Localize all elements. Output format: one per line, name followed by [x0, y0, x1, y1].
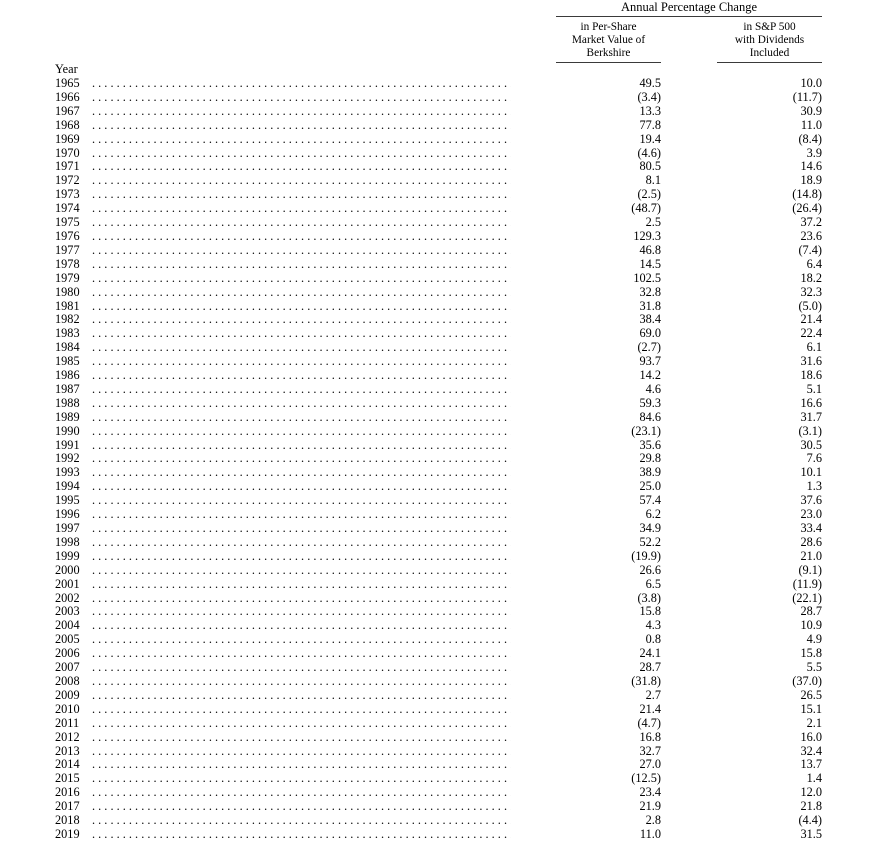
table-row — [0, 272, 883, 286]
cell-sp500-change: 18.6 — [800, 368, 822, 383]
cell-sp500-change: 6.1 — [806, 340, 822, 355]
dot-leader — [92, 717, 511, 731]
table-row — [0, 689, 883, 703]
dot-leader — [92, 605, 511, 619]
table-row — [0, 480, 883, 494]
cell-sp500-change: (9.1) — [798, 562, 822, 577]
table-row — [0, 244, 883, 258]
cell-year: 1968 — [55, 117, 80, 132]
table-row — [0, 355, 883, 369]
cell-sp500-change: 15.1 — [800, 701, 822, 716]
cell-year: 2006 — [55, 646, 80, 661]
cell-sp500-change: 15.8 — [800, 646, 822, 661]
cell-berkshire-change: 21.9 — [639, 799, 661, 814]
cell-berkshire-change: (31.8) — [631, 673, 661, 688]
cell-year: 1994 — [55, 479, 80, 494]
cell-berkshire-change: 24.1 — [639, 646, 661, 661]
table-row — [0, 717, 883, 731]
dot-leader — [92, 786, 511, 800]
cell-berkshire-change: 2.5 — [645, 215, 661, 230]
cell-berkshire-change: (48.7) — [631, 201, 661, 216]
table-row — [0, 160, 883, 174]
cell-berkshire-change: 93.7 — [639, 354, 661, 369]
dot-leader — [92, 633, 511, 647]
table-row — [0, 133, 883, 147]
table-row — [0, 814, 883, 828]
table-row — [0, 550, 883, 564]
cell-berkshire-change: 69.0 — [639, 326, 661, 341]
dot-leader — [92, 522, 511, 536]
dot-leader — [92, 466, 511, 480]
table-row — [0, 800, 883, 814]
column-header-berkshire — [556, 21, 661, 60]
table-row — [0, 77, 883, 91]
cell-sp500-change: 4.9 — [806, 632, 822, 647]
cell-berkshire-change: 14.5 — [639, 256, 661, 271]
cell-year: 2001 — [55, 576, 80, 591]
cell-year: 1978 — [55, 256, 80, 271]
dot-leader — [92, 160, 511, 174]
cell-sp500-change: (8.4) — [798, 131, 822, 146]
table-row — [0, 327, 883, 341]
dot-leader — [92, 77, 511, 91]
cell-year: 1996 — [55, 507, 80, 522]
cell-sp500-change: (26.4) — [792, 201, 822, 216]
cell-berkshire-change: 8.1 — [645, 173, 661, 188]
cell-year: 2019 — [55, 826, 80, 841]
cell-year: 1966 — [55, 89, 80, 104]
cell-year: 1972 — [55, 173, 80, 188]
cell-sp500-change: 32.4 — [800, 743, 822, 758]
cell-berkshire-change: (2.5) — [637, 187, 661, 202]
cell-berkshire-change: 25.0 — [639, 479, 661, 494]
dot-leader — [92, 439, 511, 453]
cell-year: 1987 — [55, 381, 80, 396]
table-row — [0, 619, 883, 633]
cell-sp500-change: 16.0 — [800, 729, 822, 744]
cell-year: 2009 — [55, 687, 80, 702]
dot-leader — [92, 119, 511, 133]
dot-leader — [92, 355, 511, 369]
cell-berkshire-change: 13.3 — [639, 103, 661, 118]
cell-berkshire-change: (2.7) — [637, 340, 661, 355]
cell-sp500-change: 12.0 — [800, 785, 822, 800]
dot-leader — [92, 341, 511, 355]
column-header-rules — [556, 62, 822, 64]
cell-sp500-change: 1.3 — [806, 479, 822, 494]
cell-sp500-change: 14.6 — [800, 159, 822, 174]
table-row — [0, 564, 883, 578]
cell-sp500-change: 10.0 — [800, 76, 822, 90]
table-row — [0, 466, 883, 480]
cell-sp500-change: 22.4 — [800, 326, 822, 341]
cell-sp500-change: 13.7 — [800, 757, 822, 772]
cell-berkshire-change: 129.3 — [633, 228, 661, 243]
cell-berkshire-change: 27.0 — [639, 757, 661, 772]
cell-year: 2010 — [55, 701, 80, 716]
cell-sp500-change: 30.9 — [800, 103, 822, 118]
cell-sp500-change: (11.7) — [792, 89, 822, 104]
cell-year: 2007 — [55, 660, 80, 675]
cell-sp500-change: 23.6 — [800, 228, 822, 243]
cell-berkshire-change: 28.7 — [639, 660, 661, 675]
cell-berkshire-change: 57.4 — [639, 493, 661, 508]
cell-berkshire-change: 6.2 — [645, 507, 661, 522]
cell-sp500-change: 16.6 — [800, 395, 822, 410]
cell-year: 2002 — [55, 590, 80, 605]
dot-leader — [92, 174, 511, 188]
table-row — [0, 675, 883, 689]
table-row — [0, 188, 883, 202]
cell-year: 1979 — [55, 270, 80, 285]
cell-year: 1974 — [55, 201, 80, 216]
table-row — [0, 300, 883, 314]
dot-leader — [92, 550, 511, 564]
cell-berkshire-change: 29.8 — [639, 451, 661, 466]
column-header-berkshire-line3: Berkshire — [586, 46, 631, 59]
cell-year: 1998 — [55, 534, 80, 549]
dot-leader — [92, 216, 511, 230]
cell-sp500-change: 7.6 — [806, 451, 822, 466]
table-row — [0, 633, 883, 647]
cell-year: 2008 — [55, 673, 80, 688]
cell-berkshire-change: 84.6 — [639, 409, 661, 424]
cell-berkshire-change: 34.9 — [639, 521, 661, 535]
table-row — [0, 786, 883, 800]
header-top-rule — [556, 16, 822, 17]
dot-leader — [92, 425, 511, 439]
dot-leader — [92, 758, 511, 772]
table-row — [0, 119, 883, 133]
cell-berkshire-change: (19.9) — [631, 548, 661, 563]
cell-year: 2013 — [55, 743, 80, 758]
cell-sp500-change: 28.6 — [800, 534, 822, 549]
table-row — [0, 313, 883, 327]
cell-berkshire-change: 4.3 — [645, 618, 661, 633]
cell-sp500-change: 11.0 — [800, 117, 822, 132]
cell-sp500-change: 1.4 — [806, 771, 822, 786]
table-row — [0, 411, 883, 425]
cell-year: 2016 — [55, 785, 80, 800]
cell-year: 1981 — [55, 298, 80, 313]
cell-sp500-change: 10.1 — [800, 465, 822, 480]
cell-year: 1984 — [55, 340, 80, 355]
cell-year: 1988 — [55, 395, 80, 410]
dot-leader — [92, 202, 511, 216]
cell-berkshire-change: 19.4 — [639, 131, 661, 146]
table-row — [0, 147, 883, 161]
cell-berkshire-change: (4.6) — [637, 145, 661, 160]
table-row — [0, 703, 883, 717]
cell-sp500-change: 18.9 — [800, 173, 822, 188]
table-row — [0, 369, 883, 383]
cell-sp500-change: 21.4 — [800, 312, 822, 327]
cell-berkshire-change: (4.7) — [637, 715, 661, 730]
cell-sp500-change: (5.0) — [798, 298, 822, 313]
cell-sp500-change: (3.1) — [798, 423, 822, 438]
table-row — [0, 758, 883, 772]
cell-year: 1975 — [55, 215, 80, 230]
table-row — [0, 592, 883, 606]
dot-leader — [92, 286, 511, 300]
cell-sp500-change: 37.2 — [800, 215, 822, 230]
table-row — [0, 425, 883, 439]
cell-sp500-change: 23.0 — [800, 507, 822, 522]
table-row — [0, 578, 883, 592]
cell-year: 2017 — [55, 799, 80, 814]
cell-sp500-change: 31.5 — [800, 826, 822, 841]
table-row — [0, 286, 883, 300]
cell-year: 1980 — [55, 284, 80, 299]
column-header-berkshire-line1: in Per-Share — [580, 21, 637, 33]
cell-sp500-change: (14.8) — [792, 187, 822, 202]
cell-berkshire-change: 32.7 — [639, 743, 661, 758]
cell-berkshire-change: 49.5 — [639, 76, 661, 90]
cell-year: 1985 — [55, 354, 80, 369]
cell-berkshire-change: 14.2 — [639, 368, 661, 383]
cell-year: 1993 — [55, 465, 80, 480]
dot-leader — [92, 480, 511, 494]
cell-sp500-change: 32.3 — [800, 284, 822, 299]
cell-sp500-change: (11.9) — [792, 576, 822, 591]
dot-leader — [92, 745, 511, 759]
cell-sp500-change: 18.2 — [800, 270, 822, 285]
cell-sp500-change: 37.6 — [800, 493, 822, 508]
dot-leader — [92, 661, 511, 675]
dot-leader — [92, 689, 511, 703]
dot-leader — [92, 578, 511, 592]
dot-leader — [92, 703, 511, 717]
dot-leader — [92, 494, 511, 508]
table-row — [0, 230, 883, 244]
dot-leader — [92, 647, 511, 661]
table-row — [0, 605, 883, 619]
cell-sp500-change: 30.5 — [800, 437, 822, 452]
cell-sp500-change: (22.1) — [792, 590, 822, 605]
cell-year: 1982 — [55, 312, 80, 327]
cell-berkshire-change: 11.0 — [639, 826, 661, 841]
table-row — [0, 828, 883, 842]
cell-year: 1965 — [55, 76, 80, 90]
table-row — [0, 105, 883, 119]
cell-berkshire-change: 102.5 — [633, 270, 661, 285]
dot-leader — [92, 814, 511, 828]
dot-leader — [92, 536, 511, 550]
table-row — [0, 452, 883, 466]
dot-leader — [92, 508, 511, 522]
dot-leader — [92, 244, 511, 258]
cell-year: 1995 — [55, 493, 80, 508]
cell-berkshire-change: 2.8 — [645, 813, 661, 828]
dot-leader — [92, 592, 511, 606]
table-row — [0, 216, 883, 230]
cell-berkshire-change: 0.8 — [645, 632, 661, 647]
table-row — [0, 174, 883, 188]
dot-leader — [92, 731, 511, 745]
cell-year: 1999 — [55, 548, 80, 563]
cell-sp500-change: 6.4 — [806, 256, 822, 271]
cell-berkshire-change: 38.4 — [639, 312, 661, 327]
table-title: Annual Percentage Change — [620, 0, 758, 14]
cell-sp500-change: 10.9 — [800, 618, 822, 633]
table-row — [0, 341, 883, 355]
cell-berkshire-change: 15.8 — [639, 604, 661, 619]
cell-berkshire-change: (23.1) — [631, 423, 661, 438]
table-row — [0, 202, 883, 216]
cell-sp500-change: 26.5 — [800, 687, 822, 702]
dot-leader — [92, 828, 511, 842]
dot-leader — [92, 619, 511, 633]
column-subheadings — [556, 21, 822, 60]
column-header-sp500-line2: with Dividends — [734, 33, 805, 46]
column-header-sp500-line1: in S&P 500 — [743, 21, 796, 33]
cell-berkshire-change: 32.8 — [639, 284, 661, 299]
cell-berkshire-change: 2.7 — [645, 687, 661, 702]
cell-year: 1992 — [55, 451, 80, 466]
cell-year: 2012 — [55, 729, 80, 744]
cell-berkshire-change: 23.4 — [639, 785, 661, 800]
cell-berkshire-change: 16.8 — [639, 729, 661, 744]
cell-year: 2003 — [55, 604, 80, 619]
cell-berkshire-change: 26.6 — [639, 562, 661, 577]
table-row — [0, 647, 883, 661]
cell-year: 2014 — [55, 757, 80, 772]
dot-leader — [92, 397, 511, 411]
cell-sp500-change: 3.9 — [806, 145, 822, 160]
cell-year: 1969 — [55, 131, 80, 146]
cell-sp500-change: 28.7 — [800, 604, 822, 619]
table-row — [0, 383, 883, 397]
dot-leader — [92, 452, 511, 466]
column-header-berkshire-line2: Market Value of — [571, 33, 646, 46]
cell-berkshire-change: 46.8 — [639, 242, 661, 257]
table-row — [0, 91, 883, 105]
cell-berkshire-change: 38.9 — [639, 465, 661, 480]
cell-year: 2015 — [55, 771, 80, 786]
cell-berkshire-change: 77.8 — [639, 117, 661, 132]
table-row — [0, 508, 883, 522]
cell-year: 1997 — [55, 521, 80, 535]
dot-leader — [92, 230, 511, 244]
table-row — [0, 258, 883, 272]
table-row — [0, 439, 883, 453]
dot-leader — [92, 383, 511, 397]
dot-leader — [92, 411, 511, 425]
cell-berkshire-change: 6.5 — [645, 576, 661, 591]
cell-sp500-change: (7.4) — [798, 242, 822, 257]
dot-leader — [92, 133, 511, 147]
dot-leader — [92, 675, 511, 689]
sp500-column-rule — [717, 62, 822, 63]
cell-year: 1986 — [55, 368, 80, 383]
cell-sp500-change: 2.1 — [806, 715, 822, 730]
cell-berkshire-change: 21.4 — [639, 701, 661, 716]
table-row — [0, 397, 883, 411]
dot-leader — [92, 258, 511, 272]
cell-year: 2011 — [55, 715, 80, 730]
cell-berkshire-change: 59.3 — [639, 395, 661, 410]
cell-sp500-change: 31.7 — [800, 409, 822, 424]
table-header — [556, 0, 822, 64]
cell-year: 1967 — [55, 103, 80, 118]
table-row — [0, 772, 883, 786]
cell-year: 1989 — [55, 409, 80, 424]
cell-sp500-change: 33.4 — [800, 521, 822, 535]
cell-year: 1977 — [55, 242, 80, 257]
cell-sp500-change: (4.4) — [798, 813, 822, 828]
dot-leader — [92, 369, 511, 383]
cell-sp500-change: 21.0 — [800, 548, 822, 563]
cell-sp500-change: 5.5 — [806, 660, 822, 675]
column-header-year: Year — [55, 62, 78, 76]
cell-year: 1973 — [55, 187, 80, 202]
table-row — [0, 494, 883, 508]
cell-berkshire-change: 4.6 — [645, 381, 661, 396]
cell-berkshire-change: (3.8) — [637, 590, 661, 605]
cell-berkshire-change: 31.8 — [639, 298, 661, 313]
cell-year: 1991 — [55, 437, 80, 452]
dot-leader — [92, 327, 511, 341]
cell-year: 1990 — [55, 423, 80, 438]
column-header-sp500-line3: Included — [749, 46, 790, 59]
cell-year: 2005 — [55, 632, 80, 647]
cell-year: 2004 — [55, 618, 80, 633]
cell-sp500-change: 31.6 — [800, 354, 822, 369]
cell-berkshire-change: (3.4) — [637, 89, 661, 104]
table-body — [0, 77, 883, 842]
cell-sp500-change: 21.8 — [800, 799, 822, 814]
dot-leader — [92, 105, 511, 119]
dot-leader — [92, 564, 511, 578]
table-row — [0, 536, 883, 550]
table-row — [0, 522, 883, 536]
cell-year: 1983 — [55, 326, 80, 341]
cell-year: 2018 — [55, 813, 80, 828]
dot-leader — [92, 800, 511, 814]
cell-sp500-change: 5.1 — [806, 381, 822, 396]
table-row — [0, 661, 883, 675]
dot-leader — [92, 772, 511, 786]
table-row — [0, 745, 883, 759]
cell-berkshire-change: 52.2 — [639, 534, 661, 549]
cell-year: 1970 — [55, 145, 80, 160]
column-header-sp500 — [717, 21, 822, 60]
cell-berkshire-change: 80.5 — [639, 159, 661, 174]
cell-sp500-change: (37.0) — [792, 673, 822, 688]
berkshire-column-rule — [556, 62, 661, 63]
dot-leader — [92, 147, 511, 161]
dot-leader — [92, 91, 511, 105]
cell-year: 1971 — [55, 159, 80, 174]
table-row — [0, 731, 883, 745]
dot-leader — [92, 272, 511, 286]
cell-year: 2000 — [55, 562, 80, 577]
cell-berkshire-change: (12.5) — [631, 771, 661, 786]
cell-berkshire-change: 35.6 — [639, 437, 661, 452]
dot-leader — [92, 300, 511, 314]
dot-leader — [92, 313, 511, 327]
cell-year: 1976 — [55, 228, 80, 243]
dot-leader — [92, 188, 511, 202]
